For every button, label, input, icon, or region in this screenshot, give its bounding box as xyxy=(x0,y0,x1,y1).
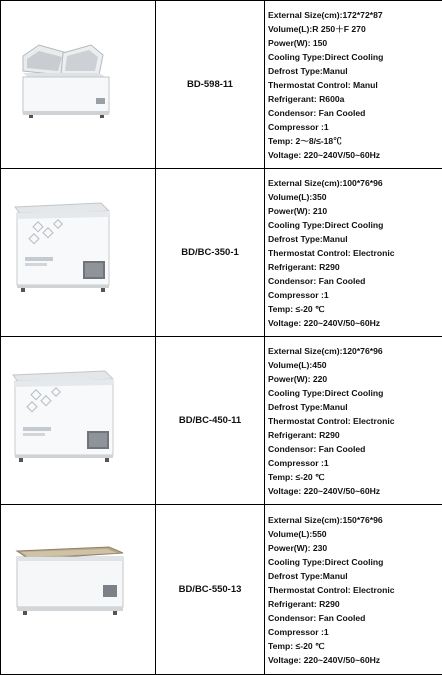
model-number: BD/BC-550-13 xyxy=(156,505,265,675)
spec-defrost-type: Defrost Type:Manul xyxy=(268,64,442,78)
spec-temp: Temp: ≤-20 ℃ xyxy=(268,639,442,653)
spec-cooling-type: Cooling Type:Direct Cooling xyxy=(268,386,442,400)
chest-freezer-with-window-image xyxy=(1,337,155,504)
spec-defrost-type: Defrost Type:Manul xyxy=(268,232,442,246)
spec-refrigerant: Refrigerant: R290 xyxy=(268,260,442,274)
model-number: BD/BC-450-11 xyxy=(156,337,265,505)
model-number: BD-598-11 xyxy=(156,1,265,169)
spec-volume: Volume(L):R 250＋F 270 xyxy=(268,22,442,36)
spec-voltage: Voltage: 220~240V/50~60Hz xyxy=(268,316,442,330)
specs-cell xyxy=(265,169,442,337)
specs-cell xyxy=(265,505,442,675)
product-row xyxy=(1,169,442,337)
spec-defrost-type: Defrost Type:Manul xyxy=(268,400,442,414)
product-image-cell xyxy=(1,505,156,675)
spec-thermostat: Thermostat Control: Electronic xyxy=(268,583,442,597)
product-row xyxy=(1,1,442,169)
spec-thermostat: Thermostat Control: Electronic xyxy=(268,246,442,260)
spec-power: Power(W): 210 xyxy=(268,204,442,218)
spec-volume: Volume(L):550 xyxy=(268,527,442,541)
spec-voltage: Voltage: 220~240V/50~60Hz xyxy=(268,148,442,162)
product-image-cell xyxy=(1,169,156,337)
spec-cooling-type: Cooling Type:Direct Cooling xyxy=(268,218,442,232)
spec-defrost-type: Defrost Type:Manul xyxy=(268,569,442,583)
spec-thermostat: Thermostat Control: Electronic xyxy=(268,414,442,428)
spec-external-size: External Size(cm):120*76*96 xyxy=(268,344,442,358)
spec-compressor: Compressor :1 xyxy=(268,456,442,470)
spec-refrigerant: Refrigerant: R290 xyxy=(268,597,442,611)
spec-external-size: External Size(cm):150*76*96 xyxy=(268,513,442,527)
spec-condensor: Condensor: Fan Cooled xyxy=(268,274,442,288)
spec-power: Power(W): 150 xyxy=(268,36,442,50)
spec-power: Power(W): 220 xyxy=(268,372,442,386)
product-row xyxy=(1,337,442,505)
spec-compressor: Compressor :1 xyxy=(268,288,442,302)
product-image-cell xyxy=(1,337,156,505)
spec-condensor: Condensor: Fan Cooled xyxy=(268,611,442,625)
spec-compressor: Compressor :1 xyxy=(268,120,442,134)
specs-cell xyxy=(265,1,442,169)
specs-cell xyxy=(265,337,442,505)
spec-compressor: Compressor :1 xyxy=(268,625,442,639)
product-image-cell xyxy=(1,1,156,169)
spec-temp: Temp: ≤-20 ℃ xyxy=(268,470,442,484)
spec-voltage: Voltage: 220~240V/50~60Hz xyxy=(268,653,442,667)
spec-volume: Volume(L):350 xyxy=(268,190,442,204)
spec-condensor: Condensor: Fan Cooled xyxy=(268,106,442,120)
spec-power: Power(W): 230 xyxy=(268,541,442,555)
spec-external-size: External Size(cm):172*72*87 xyxy=(268,8,442,22)
spec-voltage: Voltage: 220~240V/50~60Hz xyxy=(268,484,442,498)
spec-cooling-type: Cooling Type:Direct Cooling xyxy=(268,50,442,64)
spec-temp: Temp: 2～8/≤-18℃ xyxy=(268,134,442,148)
spec-condensor: Condensor: Fan Cooled xyxy=(268,442,442,456)
product-row xyxy=(1,505,442,675)
spec-external-size: External Size(cm):100*76*96 xyxy=(268,176,442,190)
model-number: BD/BC-350-1 xyxy=(156,169,265,337)
spec-refrigerant: Refrigerant: R290 xyxy=(268,428,442,442)
spec-cooling-type: Cooling Type:Direct Cooling xyxy=(268,555,442,569)
double-lid-chest-freezer-image xyxy=(1,1,155,168)
chest-freezer-with-window-image xyxy=(1,169,155,336)
spec-volume: Volume(L):450 xyxy=(268,358,442,372)
spec-thermostat: Thermostat Control: Manul xyxy=(268,78,442,92)
wide-chest-freezer-image xyxy=(1,505,155,674)
spec-refrigerant: Refrigerant: R600a xyxy=(268,92,442,106)
spec-temp: Temp: ≤-20 ℃ xyxy=(268,302,442,316)
